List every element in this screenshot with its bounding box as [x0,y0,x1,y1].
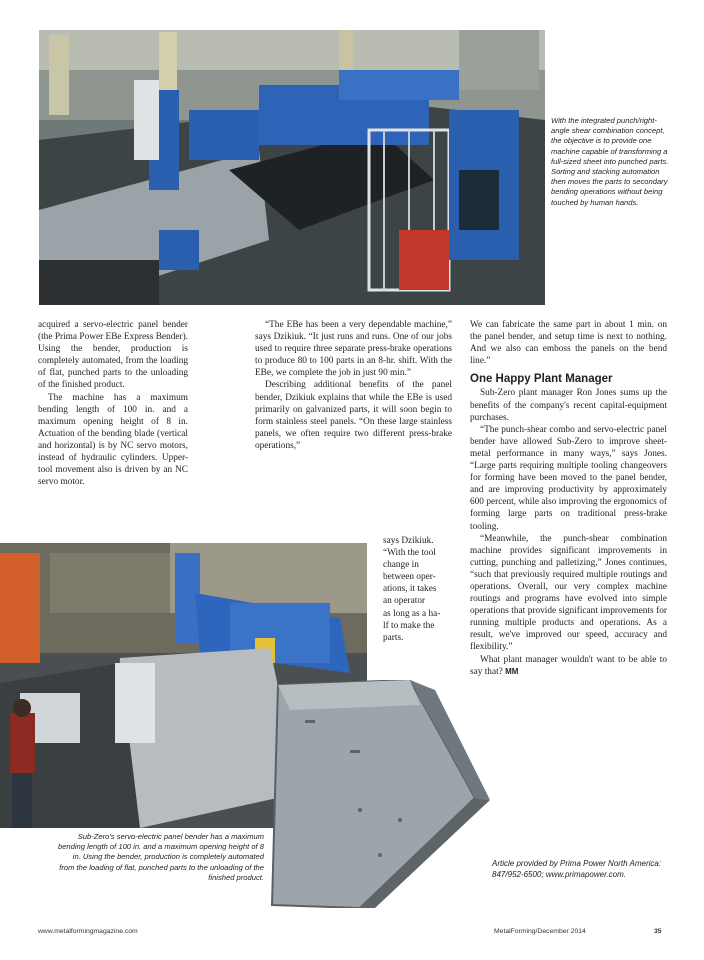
line: ations, it takes [383,584,437,595]
bottom-caption: Sub-Zero's servo-electric panel bender has a maximum bending length of 100 in. and a maximum opening height of 8 in. Using the bender, production is completely automated from the loading of flat, punched parts to the unloading of the finished product. [57,832,264,882]
end-mark: MM [505,666,519,676]
column-3 [470,319,667,678]
paragraph: “Meanwhile, the punch-shear combination machine provides significant improvements in cutting, punching and palletizing,” Jones continues, “such that previously required multiple routings and operations. Overall, our very complex machine routings and programs have evolved into simple operations that provide significant improvements for running multiple products and operations. As a result, we've improved our speed, accuracy and flexibility.” [470,533,667,653]
line: lf to make the parts. [383,620,435,643]
paragraph: acquired a servo-electric panel bender (the Prima Power EBe Express Bender). Using the bender, production is completely automated, from the loading of flat, punched parts to the unloading of the finished product. [38,320,188,391]
line: says Dzikiuk. [383,536,434,546]
line: an operator [383,596,426,607]
column-1 [38,319,188,488]
paragraph: Sub-Zero plant manager Ron Jones sums up the benefits of the company's recent capital-equipment purchases. [470,388,667,423]
top-photo-illustration [39,30,545,305]
footer-issue: MetalForming/December 2014 [494,928,586,935]
paragraph: The machine has a maximum bending length of 100 in. and a maximum opening height of 8 in. Actuation of the bending blade (vertical and horizontal) is by NC servo motors, instead of hydraulic cylinders. Upper-tool movement also is driven by an NC servo motor. [38,392,188,488]
paragraph [470,654,667,678]
line: between oper- [383,572,436,583]
column-2-narrow [383,535,453,644]
top-caption: With the integrated punch/right-angle shear combination concept, the objective is to provide one machine capable of transforming a full-sized sheet into punched parts. Sorting and stacking automation then moves the parts to secondary bending operations without being touched by human hands. [551,116,669,207]
line: as long as a ha- [383,608,441,619]
paragraph: “The punch-shear combo and servo-electric panel bender have allowed Sub-Zero to improve sheet-metal performance in many ways,” says Jones. “Large parts requiring multiple tooling changeovers for forming have been moved to the panel bender, and are improving productivity by approximately 600 percent, while also improving the ergonomics of forming large parts on traditional press-brake tooling. [470,424,667,532]
line: change in [383,560,419,571]
paragraph: “The EBe has been a very dependable machine,” says Dzikiuk. “It just runs and runs. One of our jobs used to require three separate press-brake operations to produce 80 to 100 parts in an 8-hr. shift. With the EBe, we complete the job in just 90 min.” [255,320,452,379]
top-photo [39,30,545,305]
footer-url: www.metalformingmagazine.com [38,928,138,935]
panel-illustration [260,680,500,908]
page-number: 35 [654,928,662,935]
article-credit: Article provided by Prima Power North America: 847/952-6500; www.primapower.com. [492,859,662,879]
panel-photo [260,680,500,908]
paragraph: Describing additional benefits of the panel bender, Dzikiuk explains that while the EBe is used primarily on galvanized parts, it will soon begin to form stainless steel panels. “On these large stainless panels, we often require two different press-brake operations,” [255,380,452,451]
subhead: One Happy Plant Manager [470,373,613,386]
line: “With the tool [383,548,436,559]
paragraph: We can fabricate the same part in about 1 min. on the panel bender, and setup time is next to nothing. And we also can emboss the panels on the bend line.” [470,320,667,367]
closing-sentence: What plant manager wouldn't want to be able to say that? [470,654,667,677]
column-2 [255,319,452,452]
